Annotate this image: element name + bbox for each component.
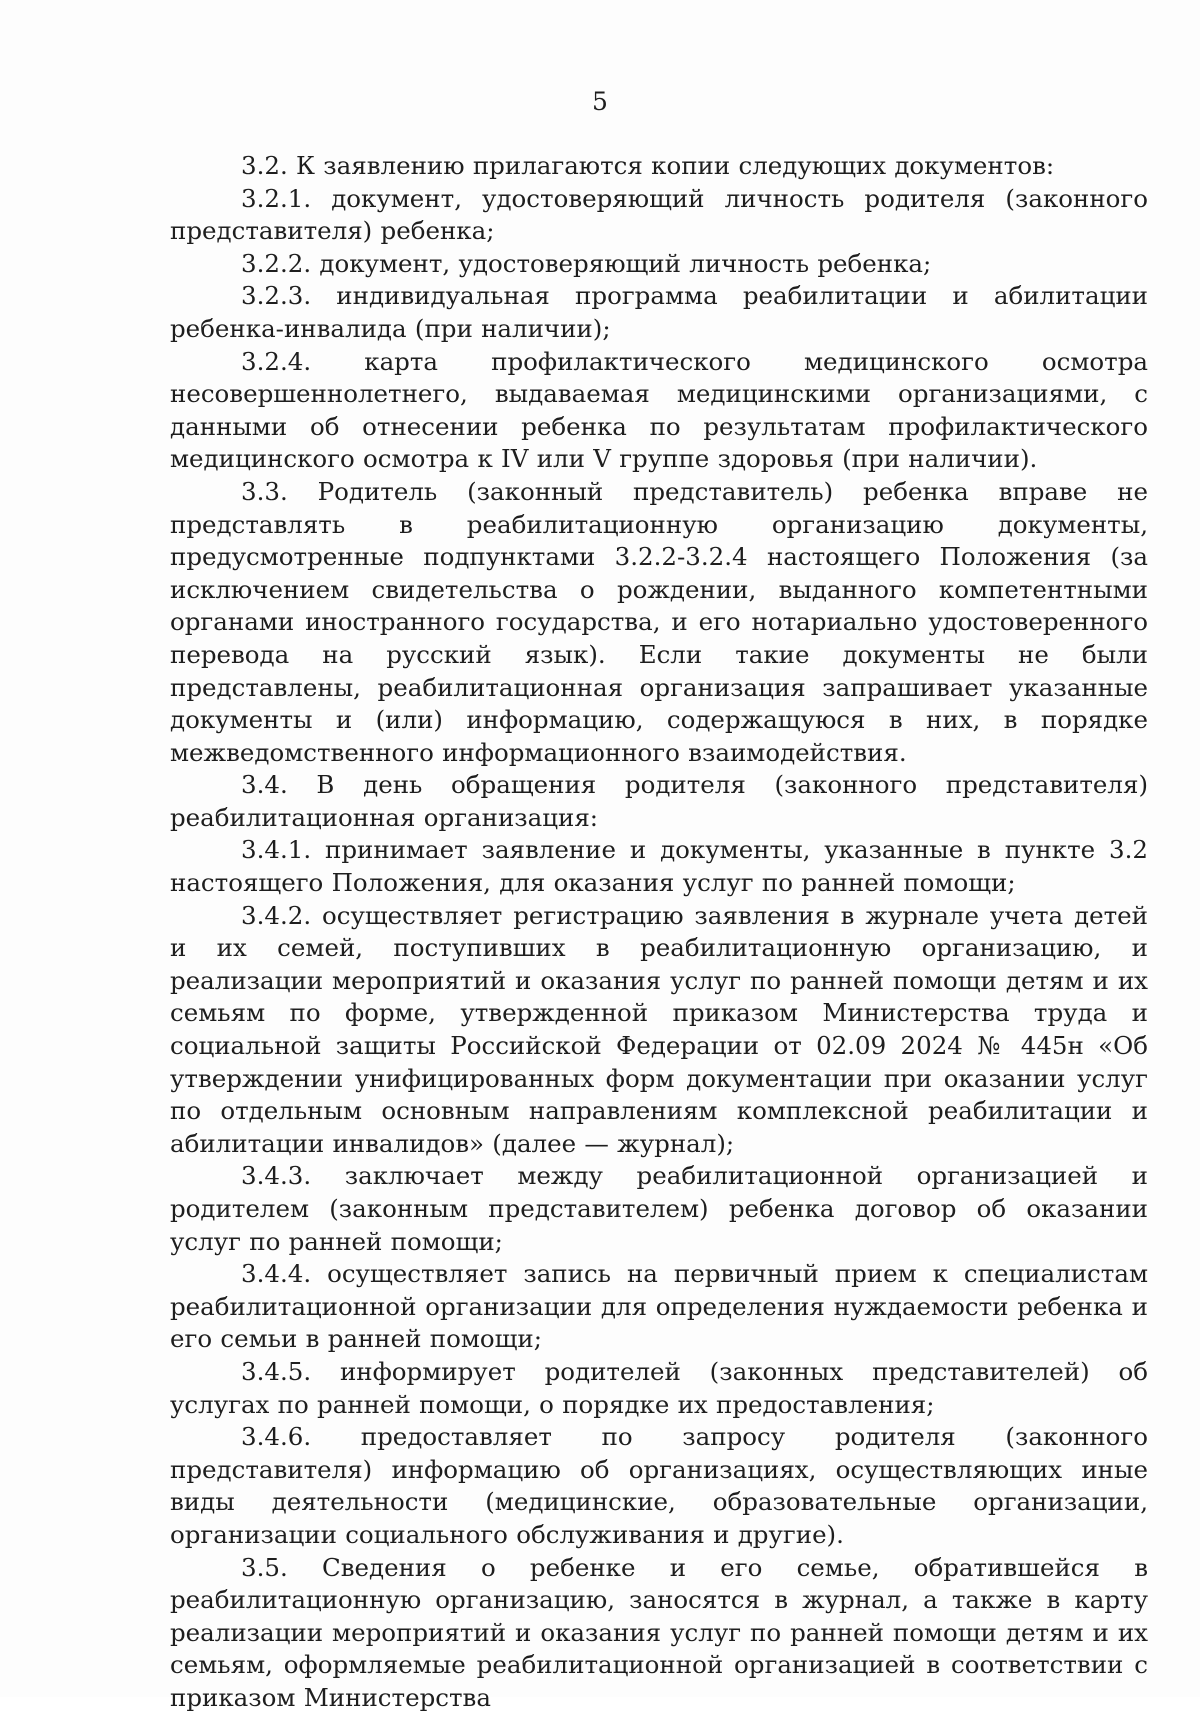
paragraph-3-2-4: 3.2.4. карта профилактического медицинского осмотра несовершеннолетнего, выдаваемая медицинскими организациями, с данными об отнесении ребенка по результатам профилактического медицинского осмотра к IV или V группе здоровья (при наличии). [170,346,1148,474]
paragraph-3-5: 3.5. Сведения о ребенке и его семье, обратившейся в реабилитационную организацию, заносятся в журнал, а также в карту реализации мероприятий и оказания услуг по ранней помощи детям и их семьям, оформляемые реабилитационной организацией в соответствии с приказом Министерства [170,1552,1148,1712]
paragraph-3-2: 3.2. К заявлению прилагаются копии следующих документов: [241,151,1055,180]
paragraph-3-2-1: 3.2.1. документ, удостоверяющий личность родителя (законного представителя) ребенка; [170,183,1148,246]
paragraph-3-4-3: 3.4.3. заключает между реабилитационной организацией и родителем (законным представителем) ребенка договор об оказании услуг по ранней помощи; [170,1161,1148,1256]
paragraph-3-2-3: 3.2.3. индивидуальная программа реабилитации и абилитации ребенка-инвалида (при наличии); [170,281,1148,343]
page-number: 5 [592,87,608,116]
paragraph-3-4-4: 3.4.4. осуществляет запись на первичный прием к специалистам реабилитационной организации для определения нуждаемости ребенка и его семьи в ранней помощи; [170,1259,1148,1354]
paragraph-3-4: 3.4. В день обращения родителя (законного представителя) реабилитационная организация: [170,770,1148,832]
document-body [170,150,1148,1715]
paragraph-3-4-2: 3.4.2. осуществляет регистрацию заявления в журнале учета детей и их семей, поступивших в реабилитационную организацию, и реализации мероприятий и оказания услуг по ранней помощи детям и их семьям по форме, утвержденной приказом Министерства труда и социальной защиты Российской Федерации от 02.09 2024 № 445н «Об утверждении унифицированных форм документации при оказании услуг по отдельным основным направлениям комплексной реабилитации и абилитации инвалидов» (далее — журнал); [170,900,1148,1158]
paragraph-3-4-6: 3.4.6. предоставляет по запросу родителя (законного представителя) информацию об организациях, осуществляющих иные виды деятельности (медицинские, образовательные организации, организации социального обслуживания и другие). [170,1422,1148,1549]
paragraph-3-3: 3.3. Родитель (законный представитель) ребенка вправе не представлять в реабилитационную организацию документы, предусмотренные подпунктами 3.2.2-3.2.4 настоящего Положения (за исключением свидетельства о рождении, выданного компетентными органами иностранного государства, и его нотариально удостоверенного перевода на русский язык). Если такие документы не были представлены, реабилитационная организация запрашивает указанные документы и (или) информацию, содержащуюся в них, в порядке межведомственного информационного взаимодействия. [170,476,1148,767]
paragraph-3-2-2: 3.2.2. документ, удостоверяющий личность ребенка; [241,248,932,278]
paragraph-3-4-1: 3.4.1. принимает заявление и документы, указанные в пункте 3.2 настоящего Положения, для оказания услуг по ранней помощи; [170,835,1148,898]
paragraph-3-4-5: 3.4.5. информирует родителей (законных представителей) об услугах по ранней помощи, о порядке их предоставления; [170,1356,1148,1419]
